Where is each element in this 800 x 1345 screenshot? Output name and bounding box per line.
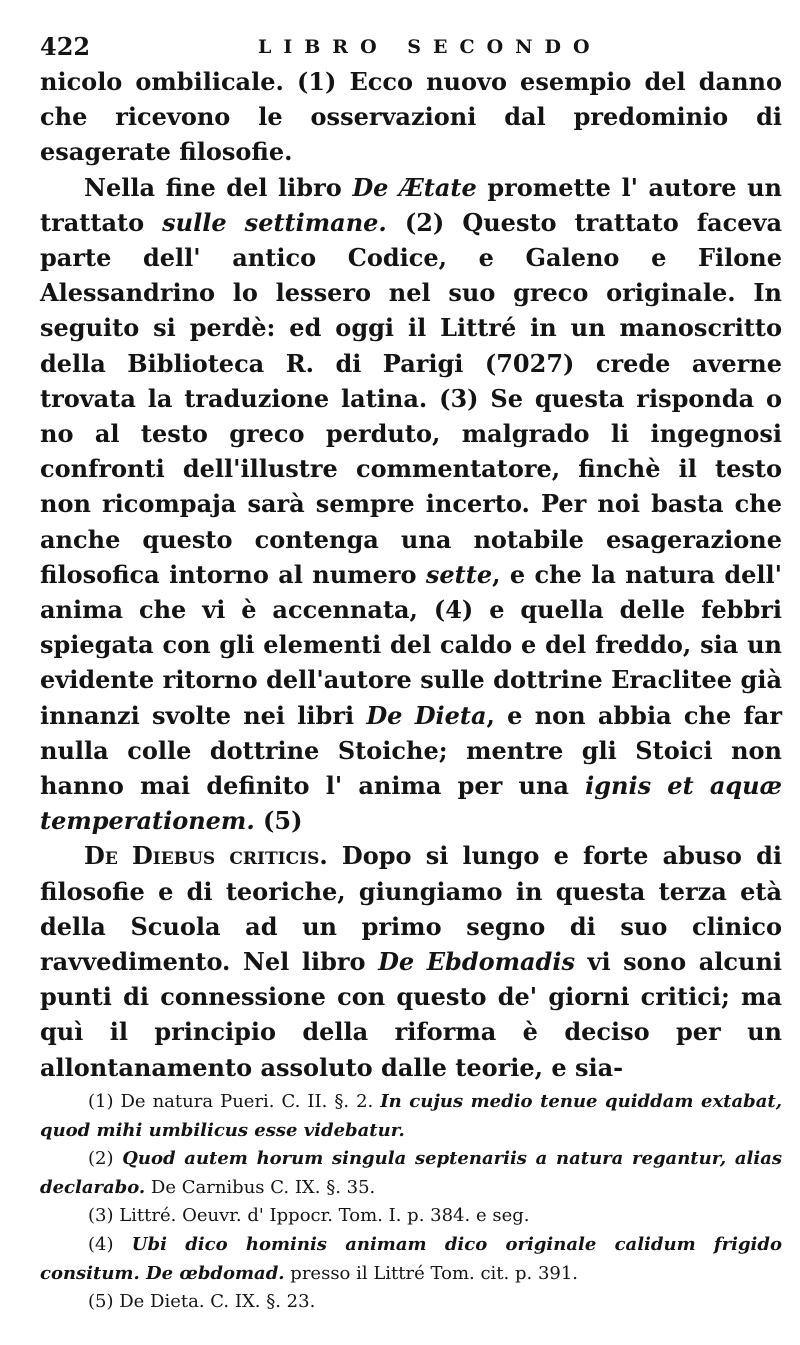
text-run: nicolo ombilicale. bbox=[40, 67, 297, 96]
latin-phrase: ignis et aquæ temperationem. bbox=[40, 771, 782, 836]
book-title: sulle settimane. bbox=[162, 207, 387, 237]
footnote-text: De Dieta. C. IX. §. 23. bbox=[113, 1291, 316, 1313]
text-run: , e non abbia che far nulla colle dottrine Stoiche; mentre gli Stoici non hanno mai definito l' anima per una bbox=[40, 700, 783, 801]
book-title: De Ebdomadis bbox=[378, 947, 575, 977]
text-run: Ecco nuovo esempio del danno che ricevono le osservazioni dal predominio di esagerate filosofie. bbox=[40, 67, 783, 167]
footnote-ref-1: (1) bbox=[296, 67, 337, 96]
footnote-3 bbox=[40, 1202, 782, 1231]
footnote-quote: In cujus medio tenue quiddam extabat, quod mihi umbilicus esse videbatur. bbox=[40, 1091, 782, 1141]
footnote-ref-3: (3) bbox=[439, 383, 479, 413]
footnote-number: (5) bbox=[88, 1291, 114, 1313]
footnote-number: (1) bbox=[88, 1091, 114, 1112]
footnote-4 bbox=[40, 1231, 782, 1288]
footnote-ref-5: (5) bbox=[254, 806, 303, 836]
page-number: 422 bbox=[40, 32, 91, 61]
footnote-ref-2: (2) bbox=[386, 207, 463, 237]
footnote-quote: Ubi dico hominis animam dico originale calidum frigido consitum. De œbdomad. bbox=[40, 1233, 782, 1284]
footnote-2 bbox=[40, 1145, 782, 1202]
text-run: Questo trattato faceva parte dell' antico Codice, e Galeno e Filone Alessandrino lo lessero nel suo greco originale. In seguito si perdè: ed oggi il Littré in un manoscritto della Biblioteca R. di Parigi (7027) crede averne trovata la traduzione latina. bbox=[40, 207, 783, 413]
text-run: Nella fine del libro bbox=[84, 172, 353, 202]
footnote-ref-4: (4) bbox=[433, 595, 474, 625]
footnote-number: (4) bbox=[88, 1233, 114, 1255]
footnote-text: Littré. Oeuvr. d' Ippocr. Tom. I. p. 384. e seg. bbox=[113, 1205, 530, 1227]
section-heading: De Diebus criticis. bbox=[84, 841, 328, 871]
footnote-1 bbox=[40, 1088, 782, 1145]
footnote-quote: Quod autem horum singula septenariis a natura regantur, alias declarabo. bbox=[40, 1148, 782, 1198]
footnote-text: De Carnibus C. IX. §. 35. bbox=[145, 1176, 376, 1198]
book-title: De Dieta bbox=[366, 700, 487, 730]
footnote-number: (2) bbox=[88, 1148, 114, 1170]
running-head bbox=[40, 30, 782, 64]
emphasis: sette bbox=[425, 559, 493, 589]
footnote-number: (3) bbox=[88, 1205, 114, 1227]
text-run: promette l' autore un trattato bbox=[40, 172, 783, 237]
text-run: Dopo si lungo e forte abuso di filosofie e di teoriche, giungiamo in questa terza età della Scuola ad un primo segno di suo clinico ravvedimento. Nel libro bbox=[40, 841, 782, 977]
text-run: vi sono alcuni punti di connessione con questo de' giorni critici; ma quì il principio della riforma è deciso per un allontanamento assoluto dalle teorie, e sia- bbox=[40, 947, 783, 1082]
footnote-5 bbox=[40, 1288, 782, 1317]
text-run: Se questa risponda o no al testo greco perduto, malgrado li ingegnosi confronti dell'illustre commentatore, finchè il testo non ricompaja sarà sempre incerto. Per noi basta che anche questo contenga una notabile esagerazione filosofica intorno al numero bbox=[40, 383, 782, 589]
paragraph-2 bbox=[40, 170, 782, 839]
footnotes bbox=[40, 1088, 782, 1317]
paragraph-3 bbox=[40, 838, 782, 1084]
running-title: LIBRO SECONDO bbox=[258, 36, 602, 58]
body-text bbox=[40, 64, 782, 1085]
paragraph-1 bbox=[40, 64, 782, 170]
book-title: De Ætate bbox=[352, 172, 477, 202]
text-run: e quella delle febbri spiegata con gli elementi del caldo e del freddo, sia un evidente ritorno dell'autore sulle dottrine Eraclitee già innanzi svolte nei libri bbox=[40, 595, 782, 730]
text-run: , e che la natura dell' anima che vi è accennata, bbox=[40, 559, 782, 625]
footnote-text: presso il Littré Tom. cit. p. 391. bbox=[284, 1262, 579, 1284]
footnote-text: De natura Pueri. C. II. §. 2. bbox=[113, 1091, 381, 1112]
book-page bbox=[40, 30, 782, 1085]
